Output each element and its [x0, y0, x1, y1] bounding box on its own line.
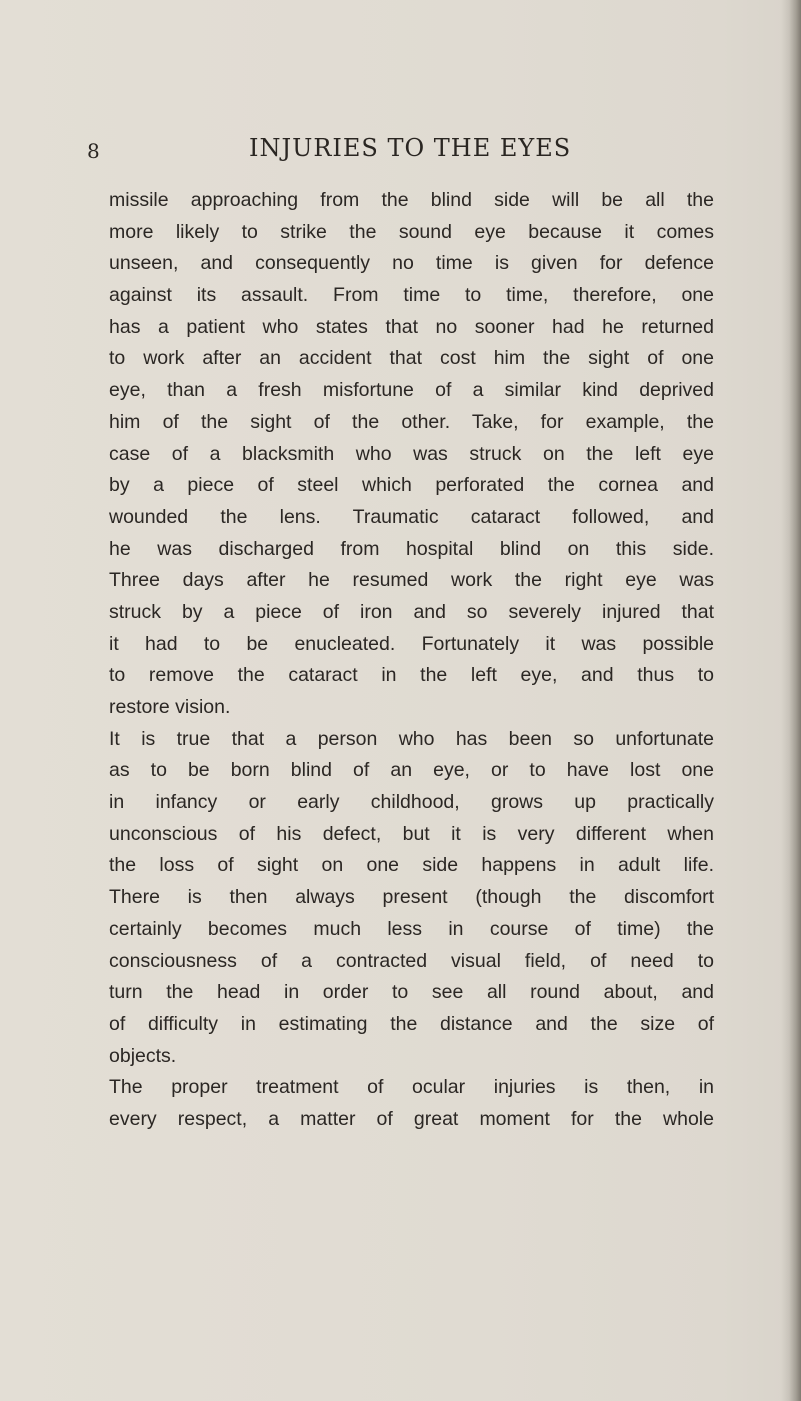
page-number: 8: [87, 139, 100, 163]
text-line: him of the sight of the other. Take, for example, the: [109, 410, 714, 433]
text-line: case of a blacksmith who was struck on the left eye: [109, 442, 714, 465]
text-line: has a patient who states that no sooner had he returned: [109, 315, 714, 338]
text-line: of difficulty in estimating the distance and the size of: [109, 1012, 714, 1035]
text-line: certainly becomes much less in course of time) the: [109, 917, 714, 940]
text-line: struck by a piece of iron and so severely injured that: [109, 600, 714, 623]
text-line: against its assault. From time to time, therefore, one: [109, 284, 714, 307]
text-line: unconscious of his defect, but it is very different when: [109, 822, 714, 845]
body-text: [109, 185, 714, 1136]
text-line: every respect, a matter of great moment for the whole: [109, 1107, 714, 1130]
text-line: eye, than a fresh misfortune of a similar kind deprived: [109, 379, 714, 402]
text-line: to work after an accident that cost him the sight of one: [109, 347, 714, 370]
text-line: it had to be enucleated. Fortunately it was possible: [109, 632, 714, 655]
paragraph-start-line: The proper treatment of ocular injuries is then, in: [109, 1076, 714, 1099]
text-line: the loss of sight on one side happens in adult life.: [109, 854, 714, 877]
text-line: to remove the cataract in the left eye, and thus to: [109, 664, 714, 687]
running-head: [87, 133, 727, 165]
text-line: wounded the lens. Traumatic cataract followed, and: [109, 505, 714, 528]
paragraph-start-line: It is true that a person who has been so unfortunate: [109, 727, 714, 750]
text-line: as to be born blind of an eye, or to have lost one: [109, 759, 714, 782]
text-line: missile approaching from the blind side will be all the: [109, 189, 714, 211]
text-line: unseen, and consequently no time is given for defence: [109, 252, 714, 275]
text-line: Three days after he resumed work the right eye was: [109, 569, 714, 592]
text-line: restore vision.: [109, 696, 231, 718]
running-title: INJURIES TO THE EYES: [249, 134, 572, 162]
text-line: turn the head in order to see all round about, and: [109, 981, 714, 1004]
text-line: There is then always present (though the discomfort: [109, 886, 714, 909]
text-line: more likely to strike the sound eye because it comes: [109, 220, 714, 243]
text-line: by a piece of steel which perforated the cornea and: [109, 474, 714, 497]
text-line: he was discharged from hospital blind on this side.: [109, 537, 714, 560]
text-line: in infancy or early childhood, grows up practically: [109, 791, 714, 814]
page-edge-shadow: [781, 0, 801, 1401]
text-line: objects.: [109, 1044, 177, 1067]
text-line: consciousness of a contracted visual field, of need to: [109, 949, 714, 972]
